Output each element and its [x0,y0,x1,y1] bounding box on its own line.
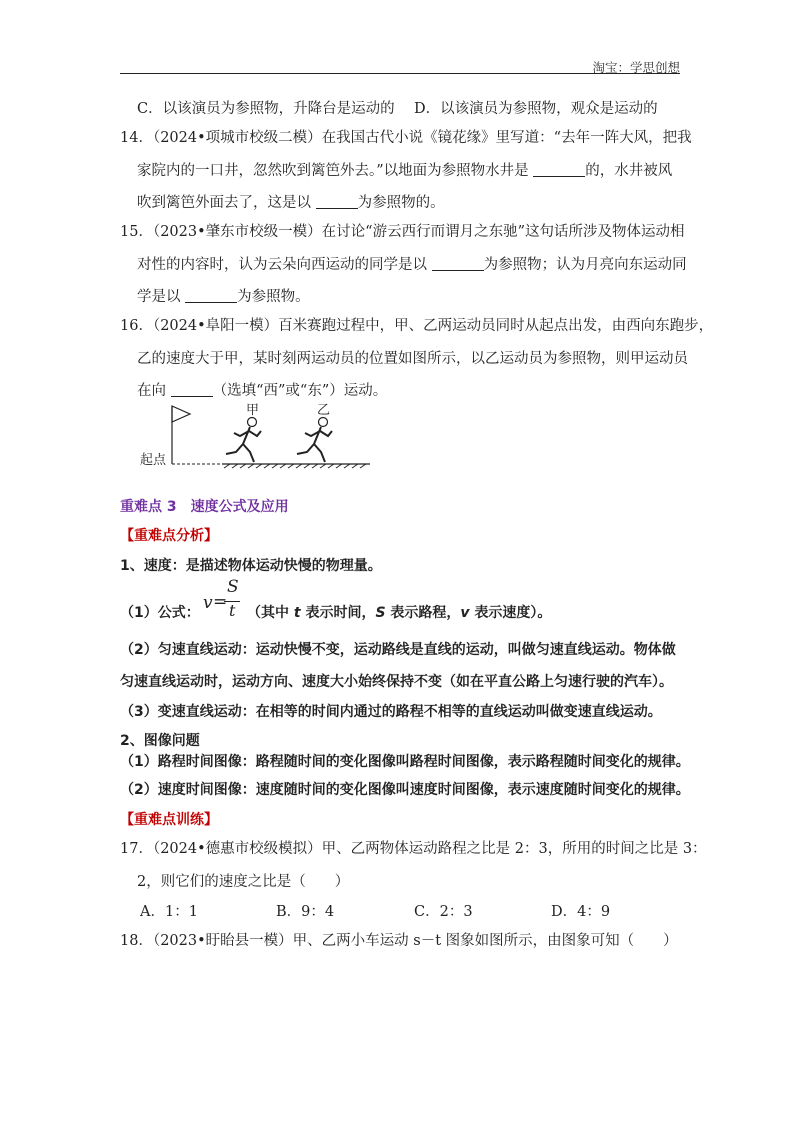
q14-blank1[interactable] [533,162,585,177]
page-header: 淘宝：学思创想 [592,60,680,75]
q14-line1: 14．（2024•项城市校级二模）在我国古代小说《镜花缘》里写道：“去年一阵大风，把我 [120,130,692,146]
header-rule [120,73,680,74]
analysis-label: 【重难点分析】 [120,528,218,544]
graph-problems: 2、图像问题 [120,733,200,749]
speed-definition: 1、速度：是描述物体运动快慢的物理量。 [120,558,382,574]
runner-jia-label: 甲 [246,403,260,418]
distance-time-graph: （1）路程时间图像：路程随时间的变化图像叫路程时间图像，表示路程随时间变化的规律。 [120,754,690,770]
variable-motion: （3）变速直线运动：在相等的时间内通过的路程不相等的直线运动叫做变速直线运动。 [120,704,662,720]
q16-line2: 乙的速度大于甲，某时刻两运动员的位置如图所示，以乙运动员为参照物，则甲运动员 [137,351,688,367]
q14-line2: 家院内的一口井，忽然吹到篱笆外去。”以地面为参照物水井是 的，水井被风 [137,163,673,179]
training-label: 【重难点训练】 [120,812,218,828]
q16-line3: 在向 （选填“西”或“东”）运动。 [137,383,388,399]
start-label: 起点 [140,453,167,468]
q13-option-c: C．以该演员为参照物，升降台是运动的 [137,101,395,117]
speed-formula: v = S t [203,577,239,620]
q17-option-b[interactable]: B．9：4 [276,904,335,920]
q15-blank2[interactable] [185,288,237,303]
runner-yi-label: 乙 [317,403,331,418]
speed-time-graph: （2）速度时间图像：速度随时间的变化图像叫速度时间图像，表示速度随时间变化的规律。 [120,782,690,798]
flag-icon [172,406,190,422]
section-title: 重难点 3 速度公式及应用 [120,499,289,515]
q17-line2: 2，则它们的速度之比是（ ） [137,874,350,890]
q18-line1: 18．（2023•盱眙县一模）甲、乙两小车运动 s－t 图象如图所示，由图象可知（ ） [120,933,678,949]
q17-line1: 17．（2024•德惠市校级模拟）甲、乙两物体运动路程之比是 2：3，所用的时间之比是 3： [120,841,707,857]
q15-line3: 学是以 为参照物。 [137,289,310,305]
q14-blank2[interactable] [316,194,358,209]
q15-line1: 15．（2023•肇东市校级一模）在讨论“游云西行而谓月之东驰”这句话所涉及物体运动相 [120,224,685,240]
uniform-motion-line1: （2）匀速直线运动：运动快慢不变，运动路线是直线的运动，叫做匀速直线运动。物体做 [120,642,676,658]
q16-line1: 16．（2024•阜阳一模）百米赛跑过程中，甲、乙两运动员同时从起点出发，由西向东跑步， [120,318,714,334]
formula-note: （其中 t 表示时间，S 表示路程，v 表示速度）。 [247,605,552,621]
q15-line2: 对性的内容时，认为云朵向西运动的同学是以 为参照物；认为月亮向东运动同 [137,257,687,273]
runner-jia-icon [226,418,261,463]
q16-race-figure [140,402,380,472]
q16-blank[interactable] [171,382,213,397]
runner-yi-icon [297,418,332,463]
formula-prefix: （1）公式： [120,605,200,621]
ground-hatch [224,464,366,468]
q17-option-c[interactable]: C．2：3 [414,904,473,920]
q14-line3: 吹到篱笆外面去了，这是以 为参照物的。 [137,195,445,211]
q13-option-d: D．以该演员为参照物，观众是运动的 [414,101,658,117]
q15-blank1[interactable] [432,256,484,271]
uniform-motion-line2: 匀速直线运动时，运动方向、速度大小始终保持不变（如在平直公路上匀速行驶的汽车）。 [120,674,673,690]
q17-option-a[interactable]: A．1：1 [140,904,198,920]
q17-option-d[interactable]: D．4：9 [551,904,611,920]
